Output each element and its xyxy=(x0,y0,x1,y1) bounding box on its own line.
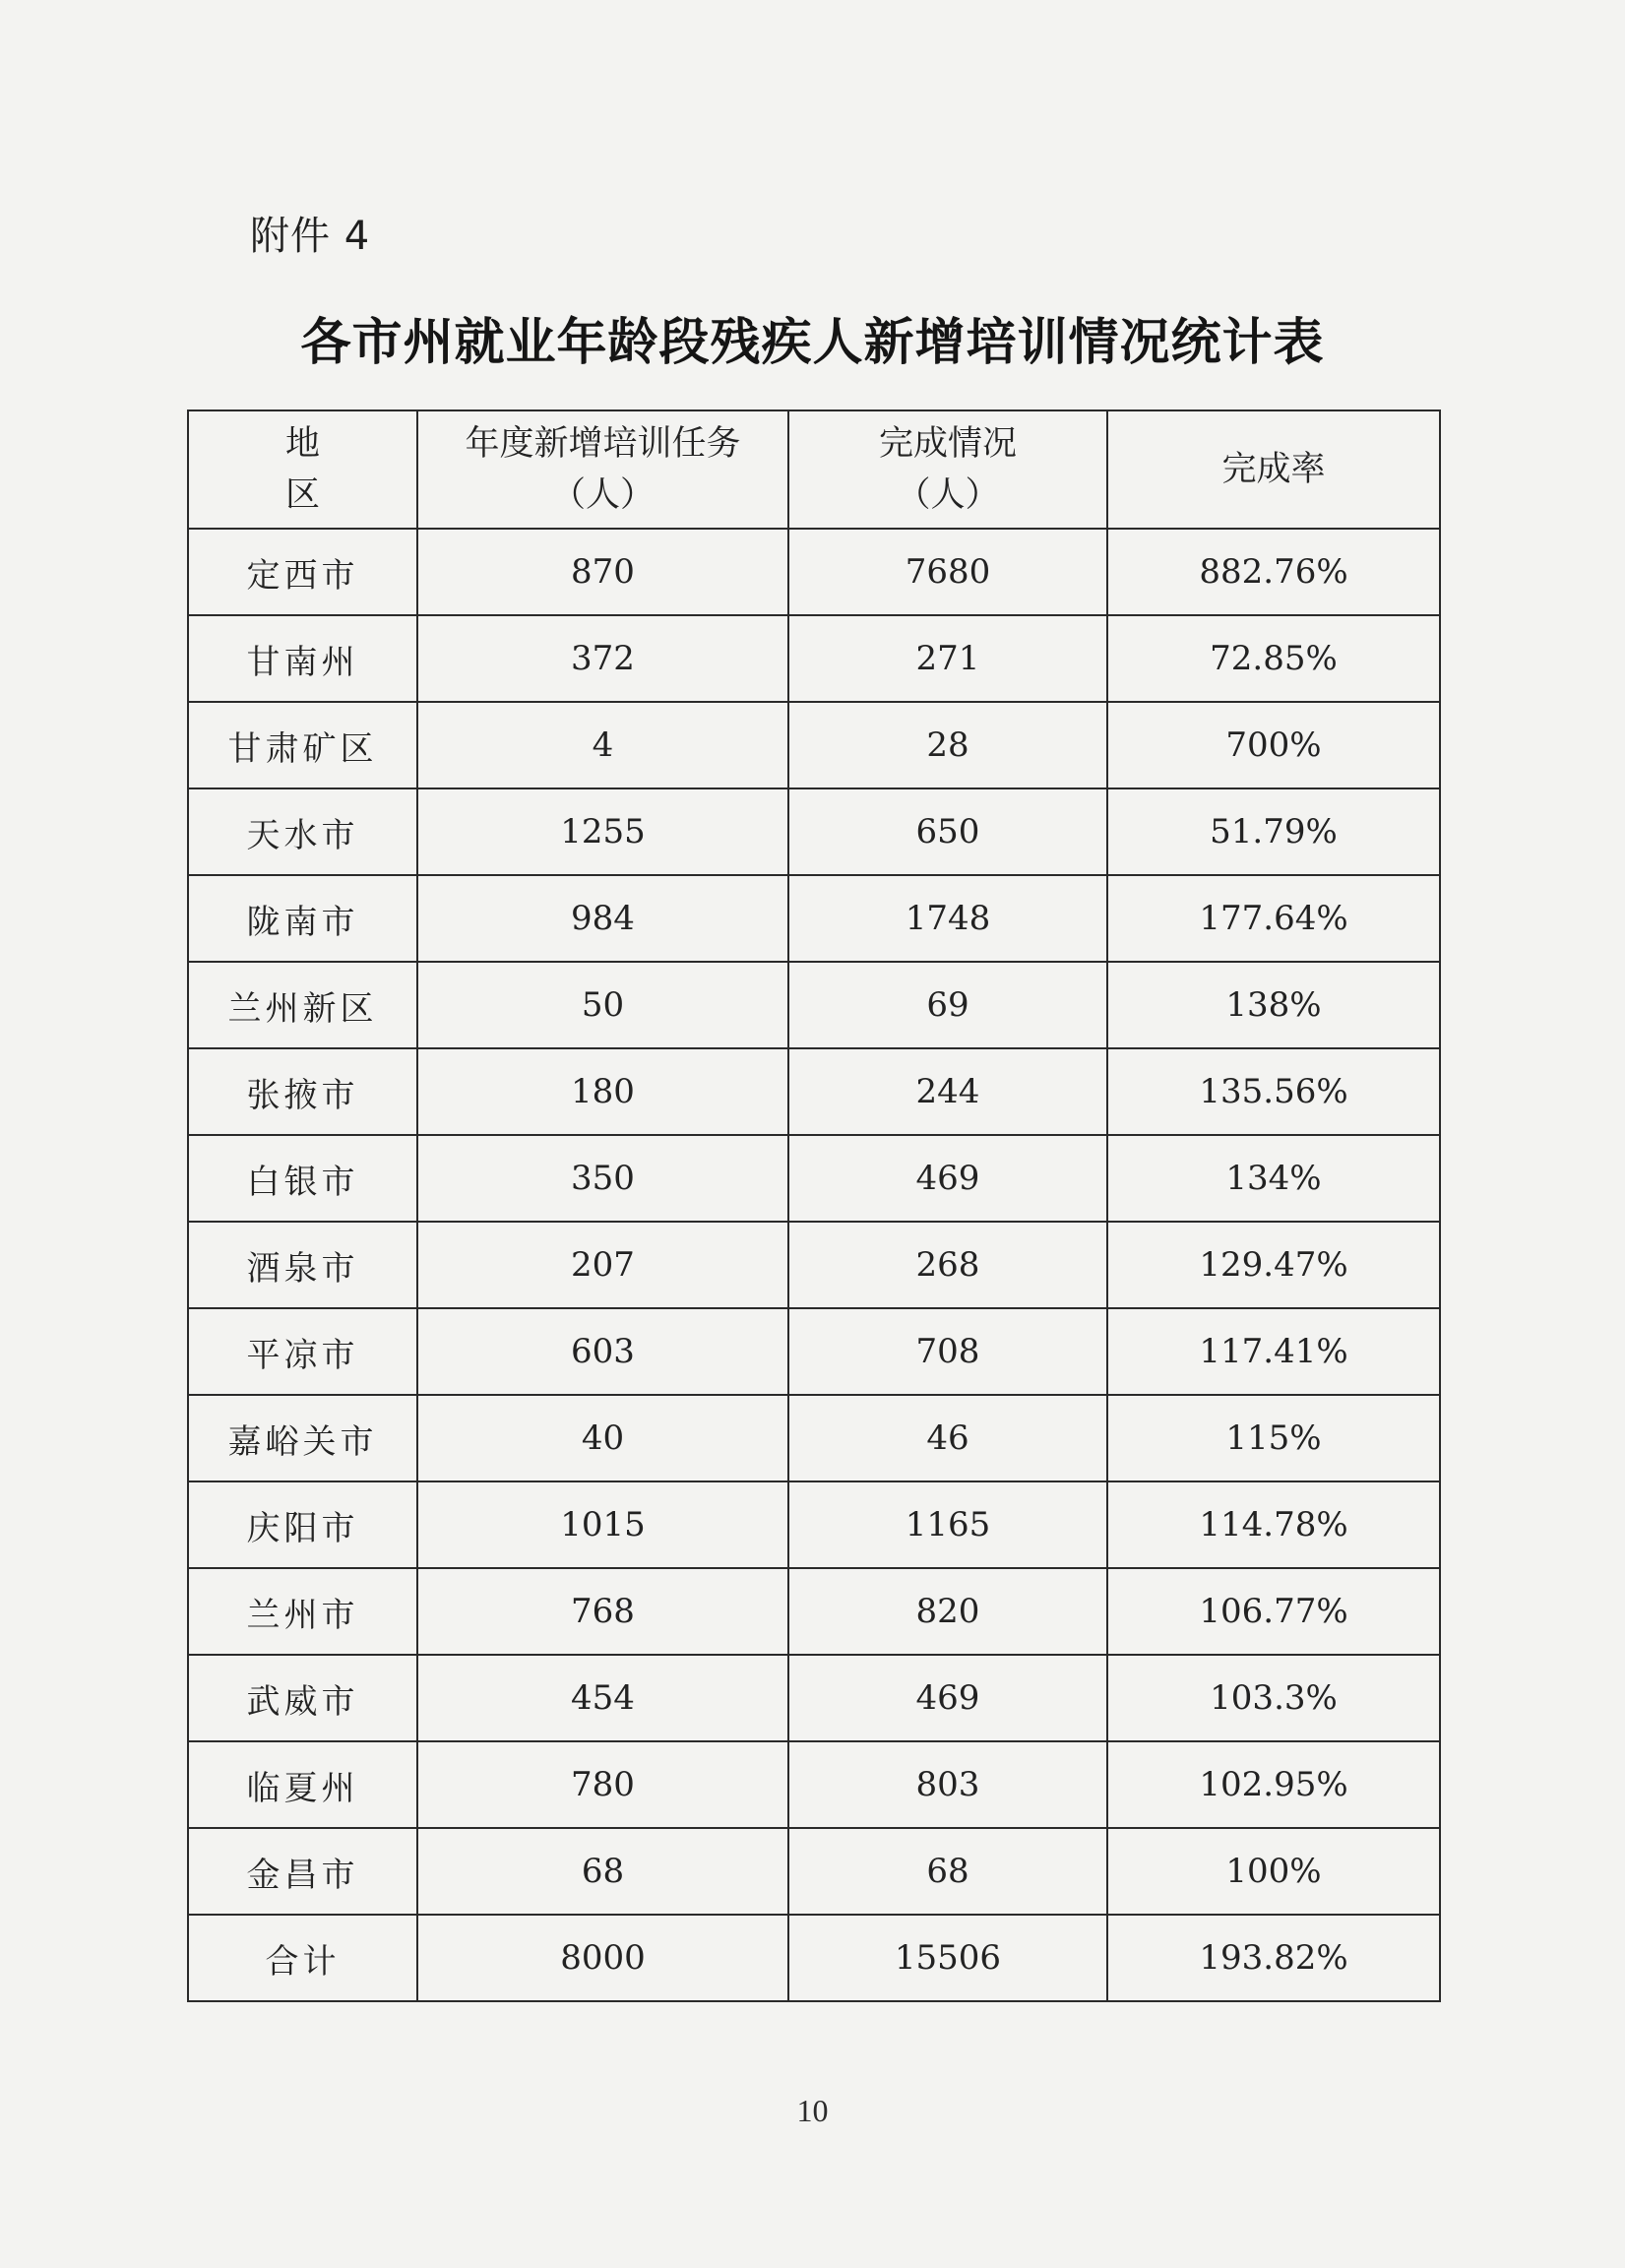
table-row xyxy=(188,615,1440,702)
header-task xyxy=(417,410,788,529)
region-cell: 定西市 xyxy=(188,529,417,615)
rate-cell: 129.47% xyxy=(1107,1222,1440,1308)
page-number: 10 xyxy=(796,2093,829,2128)
task-cell: 780 xyxy=(417,1741,788,1828)
attachment-label: 附件 4 xyxy=(250,214,371,259)
done-cell: 650 xyxy=(788,788,1107,875)
region-cell: 甘南州 xyxy=(188,615,417,702)
region-cell: 天水市 xyxy=(188,788,417,875)
table-row xyxy=(188,1395,1440,1481)
rate-cell: 102.95% xyxy=(1107,1741,1440,1828)
rate-cell: 100% xyxy=(1107,1828,1440,1915)
task-cell: 1255 xyxy=(417,788,788,875)
table-row xyxy=(188,1655,1440,1741)
task-cell: 372 xyxy=(417,615,788,702)
total-rate-cell: 193.82% xyxy=(1107,1915,1440,2001)
table-row xyxy=(188,1481,1440,1568)
table-row xyxy=(188,1308,1440,1395)
task-cell: 180 xyxy=(417,1048,788,1135)
done-cell: 708 xyxy=(788,1308,1107,1395)
rate-cell: 115% xyxy=(1107,1395,1440,1481)
table-row xyxy=(188,702,1440,788)
region-cell: 白银市 xyxy=(188,1135,417,1222)
rate-cell: 114.78% xyxy=(1107,1481,1440,1568)
region-cell: 平凉市 xyxy=(188,1308,417,1395)
task-cell: 984 xyxy=(417,875,788,962)
table-row xyxy=(188,1568,1440,1655)
done-cell: 28 xyxy=(788,702,1107,788)
region-cell: 庆阳市 xyxy=(188,1481,417,1568)
table-header xyxy=(188,410,1440,529)
done-cell: 1748 xyxy=(788,875,1107,962)
table-row xyxy=(188,1048,1440,1135)
table-row xyxy=(188,1741,1440,1828)
done-cell: 1165 xyxy=(788,1481,1107,1568)
rate-cell: 882.76% xyxy=(1107,529,1440,615)
table-row xyxy=(188,962,1440,1048)
statistics-table xyxy=(187,410,1441,2002)
done-cell: 469 xyxy=(788,1655,1107,1741)
done-cell: 244 xyxy=(788,1048,1107,1135)
table-footer xyxy=(188,1915,1440,2001)
done-cell: 271 xyxy=(788,615,1107,702)
rate-cell: 134% xyxy=(1107,1135,1440,1222)
done-cell: 46 xyxy=(788,1395,1107,1481)
header-done xyxy=(788,410,1107,529)
region-cell: 陇南市 xyxy=(188,875,417,962)
task-cell: 40 xyxy=(417,1395,788,1481)
header-done-line1: 完成情况 xyxy=(878,423,1017,464)
region-cell: 兰州市 xyxy=(188,1568,417,1655)
done-cell: 69 xyxy=(788,962,1107,1048)
header-done-line2: （人） xyxy=(896,475,1000,515)
table-row xyxy=(188,788,1440,875)
table-row xyxy=(188,875,1440,962)
region-cell: 临夏州 xyxy=(188,1741,417,1828)
table-row xyxy=(188,529,1440,615)
task-cell: 454 xyxy=(417,1655,788,1741)
header-task-line2: （人） xyxy=(550,475,655,515)
task-cell: 68 xyxy=(417,1828,788,1915)
done-cell: 68 xyxy=(788,1828,1107,1915)
task-cell: 768 xyxy=(417,1568,788,1655)
table-row xyxy=(188,1222,1440,1308)
task-cell: 50 xyxy=(417,962,788,1048)
done-cell: 820 xyxy=(788,1568,1107,1655)
total-done-cell: 15506 xyxy=(788,1915,1107,2001)
region-cell: 嘉峪关市 xyxy=(188,1395,417,1481)
total-region-cell: 合计 xyxy=(188,1915,417,2001)
rate-cell: 177.64% xyxy=(1107,875,1440,962)
rate-cell: 106.77% xyxy=(1107,1568,1440,1655)
done-cell: 7680 xyxy=(788,529,1107,615)
rate-cell: 138% xyxy=(1107,962,1440,1048)
done-cell: 268 xyxy=(788,1222,1107,1308)
rate-cell: 51.79% xyxy=(1107,788,1440,875)
done-cell: 803 xyxy=(788,1741,1107,1828)
task-cell: 350 xyxy=(417,1135,788,1222)
region-cell: 金昌市 xyxy=(188,1828,417,1915)
header-rate: 完成率 xyxy=(1107,410,1440,529)
task-cell: 603 xyxy=(417,1308,788,1395)
header-task-line1: 年度新增培训任务 xyxy=(465,423,741,464)
header-region: 地 区 xyxy=(188,410,417,529)
table-row xyxy=(188,1828,1440,1915)
task-cell: 207 xyxy=(417,1222,788,1308)
region-cell: 兰州新区 xyxy=(188,962,417,1048)
document-title: 各市州就业年龄段残疾人新增培训情况统计表 xyxy=(300,314,1325,372)
rate-cell: 700% xyxy=(1107,702,1440,788)
region-cell: 武威市 xyxy=(188,1655,417,1741)
total-row xyxy=(188,1915,1440,2001)
total-task-cell: 8000 xyxy=(417,1915,788,2001)
table-row xyxy=(188,1135,1440,1222)
task-cell: 4 xyxy=(417,702,788,788)
task-cell: 1015 xyxy=(417,1481,788,1568)
region-cell: 甘肃矿区 xyxy=(188,702,417,788)
region-cell: 张掖市 xyxy=(188,1048,417,1135)
rate-cell: 117.41% xyxy=(1107,1308,1440,1395)
table-header-row xyxy=(188,410,1440,529)
task-cell: 870 xyxy=(417,529,788,615)
done-cell: 469 xyxy=(788,1135,1107,1222)
rate-cell: 103.3% xyxy=(1107,1655,1440,1741)
table-body xyxy=(188,529,1440,1915)
rate-cell: 135.56% xyxy=(1107,1048,1440,1135)
rate-cell: 72.85% xyxy=(1107,615,1440,702)
region-cell: 酒泉市 xyxy=(188,1222,417,1308)
